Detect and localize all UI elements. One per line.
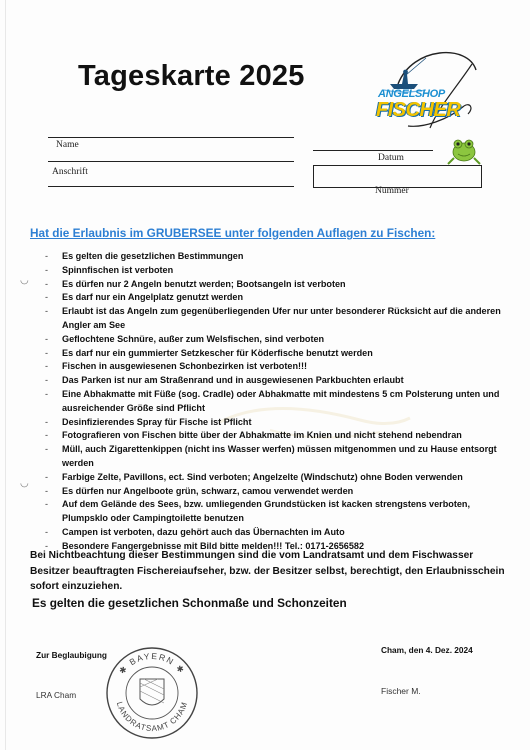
lra-label: LRA Cham <box>36 690 77 700</box>
rule-dash: - <box>45 347 49 358</box>
rule-dash: - <box>45 388 49 399</box>
rule-item <box>40 347 510 361</box>
datum-label: Datum <box>378 153 404 163</box>
rule-item <box>40 291 510 305</box>
angelshop-fischer-logo <box>368 48 486 166</box>
official-stamp-icon <box>104 645 200 741</box>
rule-dash: - <box>45 251 49 261</box>
rule-dash: - <box>45 444 49 455</box>
nummer-field-box[interactable] <box>313 165 482 188</box>
rule-item <box>40 429 510 443</box>
rules-heading: Hat die Erlaubnis im GRUBERSEE unter folgenden Auflagen zu Fischen: <box>30 226 436 240</box>
rule-text: Fischen in ausgewiesenen Schonbezirken ist verboten!!! <box>62 361 308 372</box>
rule-text: Eine Abhakmatte mit Füße (sog. Cradle) oder Abhakmatte mit mindestens 5 cm Polsterung unten und ausreichender Größe sind Pflicht <box>62 388 500 413</box>
rule-item <box>40 443 510 471</box>
svg-text:✱ BAYERN ✱: ✱ BAYERN ✱ <box>116 650 188 676</box>
rule-dash: - <box>45 430 49 441</box>
margin-mark: ◡ <box>20 275 29 286</box>
anschrift-label: Anschrift <box>52 167 88 177</box>
anschrift-field-line[interactable] <box>48 186 294 187</box>
name-label: Name <box>56 140 79 150</box>
rule-dash: - <box>45 485 49 496</box>
rule-item <box>40 374 510 388</box>
rule-item <box>40 305 510 333</box>
rule-text: Es darf nur ein gummierter Setzkescher für Köderfische benutzt werden <box>62 347 373 358</box>
rule-dash: - <box>45 264 49 275</box>
rule-dash: - <box>45 306 49 317</box>
rule-text: Müll, auch Zigarettenkippen (nicht ins Wasser werfen) müssen mitgenommen und zu Hause entsorgt werden <box>62 444 497 468</box>
rule-item <box>40 388 510 416</box>
rule-text: Es dürfen nur Angelboote grün, schwarz, camou verwendet werden <box>62 485 354 496</box>
rule-item <box>40 471 510 485</box>
rule-item <box>40 360 510 374</box>
rule-dash: - <box>45 333 49 344</box>
rule-text: Es dürfen nur 2 Angeln benutzt werden; Bootsangeln ist verboten <box>62 278 346 289</box>
rule-text: Campen ist verboten, dazu gehört auch das Übernachten im Auto <box>62 526 345 537</box>
datum-field-line[interactable] <box>313 150 433 151</box>
rules-list <box>40 250 510 554</box>
beglaubigung-label: Zur Beglaubigung <box>36 650 107 660</box>
rule-text: Es gelten die gesetzlichen Bestimmungen <box>62 251 244 261</box>
rule-text: Besondere Fangergebnisse mit Bild bitte melden!!! Tel.: 0171-2656582 <box>62 540 365 551</box>
logo-text-angelshop: ANGELSHOP <box>378 88 445 100</box>
rule-item <box>40 264 510 278</box>
rule-text: Erlaubt ist das Angeln zum gegenüberliegenden Ufer nur unter besonderer Rücksicht auf die anderen Angler am See <box>62 306 501 330</box>
rule-dash: - <box>45 278 49 289</box>
page-title: Tageskarte 2025 <box>78 60 305 92</box>
name-line <box>48 137 294 138</box>
rule-dash: - <box>45 361 49 372</box>
signer-name: Fischer M. <box>381 686 421 696</box>
rule-item <box>40 526 510 540</box>
rule-text: Farbige Zelte, Pavillons, ect. Sind verboten; Angelzelte (Windschutz) ohne Boden verwenden <box>62 471 463 482</box>
rule-text: Das Parken ist nur am Straßenrand und in ausgewiesenen Parkbuchten erlaubt <box>62 375 404 386</box>
page-edge <box>5 0 6 750</box>
place-date: Cham, den 4. Dez. 2024 <box>381 645 473 655</box>
rule-item <box>40 333 510 347</box>
rule-text: Fotografieren von Fischen bitte über der Abhakmatte im Knien und nicht stehend nebendran <box>62 430 462 441</box>
rule-dash: - <box>45 471 49 482</box>
rule-text: Es darf nur ein Angelplatz genutzt werden <box>62 292 244 303</box>
svg-text:LANDRATSAMT CHAM: LANDRATSAMT CHAM <box>114 700 190 734</box>
margin-mark: ◡ <box>20 478 29 489</box>
name-field-line[interactable] <box>48 161 294 162</box>
rule-item <box>40 416 510 430</box>
rule-dash: - <box>45 375 49 386</box>
logo-text-fischer: FISCHER <box>376 99 461 121</box>
rule-dash: - <box>45 499 49 510</box>
nummer-label: Nummer <box>375 186 409 196</box>
rule-dash: - <box>45 292 49 303</box>
rule-dash: - <box>45 416 49 427</box>
rule-text: Spinnfischen ist verboten <box>62 264 174 275</box>
rule-dash: - <box>45 540 49 551</box>
rule-text: Desinfizierendes Spray für Fische ist Pflicht <box>62 416 252 427</box>
rule-dash: - <box>45 526 49 537</box>
penalty-paragraph: Bei Nichtbeachtung dieser Bestimmungen sind die vom Landratsamt und dem Fischwasser Besitzer beauftragten Fischereiaufseher, bzw. der Besitzer selbst, berechtigt, den Erlaubnisschein sofort einzuziehen. <box>30 550 505 593</box>
rule-text: Geflochtene Schnüre, außer zum Welsfischen, sind verboten <box>62 333 325 344</box>
rule-text: Auf dem Gelände des Sees, bzw. umliegenden Grundstücken ist kacken strengstens verboten, Plumpsklo oder Campingtoilette benutzen <box>62 499 470 524</box>
schonmasse-notice: Es gelten die gesetzlichen Schonmaße und Schonzeiten <box>32 596 347 610</box>
rule-item <box>40 278 510 292</box>
rule-item <box>40 250 510 264</box>
rule-item <box>40 498 510 526</box>
rule-item <box>40 485 510 499</box>
